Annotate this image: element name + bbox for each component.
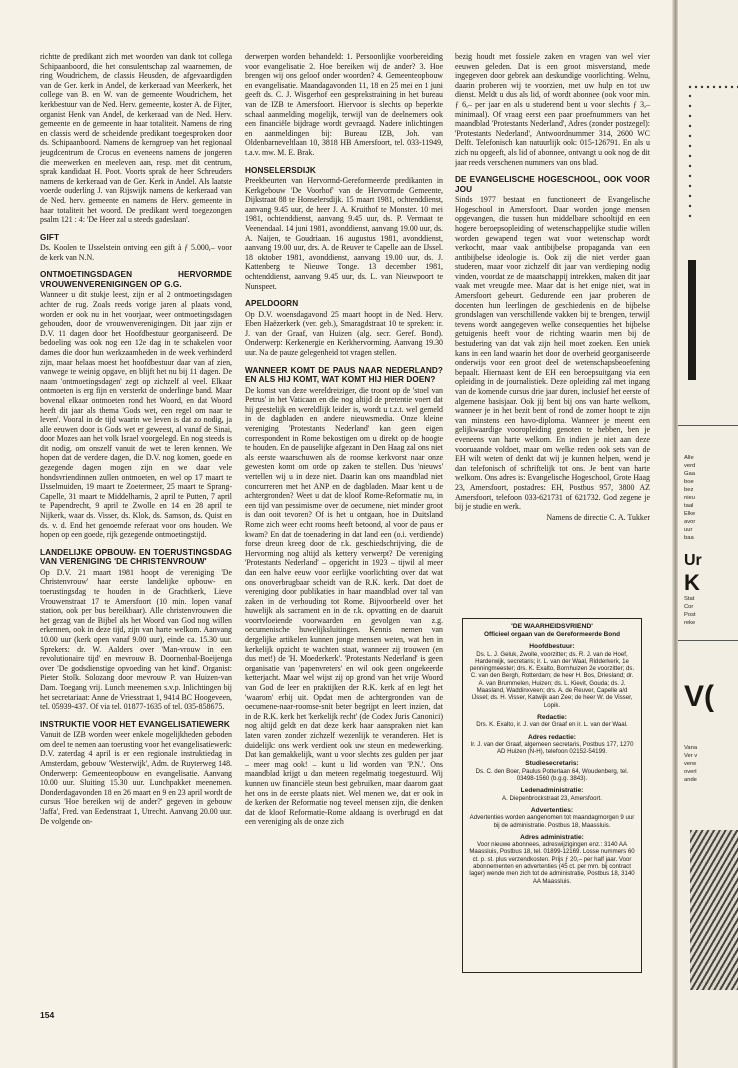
article-gift: Ds. Koolen te IJsselstein ontving een gift à ƒ 5.000,– voor de kerk van N.N. — [40, 243, 232, 262]
masthead-heading-ledenadministratie: Ledenadministratie: — [520, 787, 584, 795]
adjacent-heading-3: V( — [684, 680, 714, 713]
column-2-intro: derwerpen worden behandeld: 1. Persoonlijke voorbereiding voor evangelisatie 2. Hoe bereiken wij de ander? 3. Hoe brengen wij ons geloof onder woorden? 4. Gemeenteopbouw en evangelisatie. Maandagavonden 11, 18 en 25 mei en 1 juni geeft ds. C. J. Wisgerhof een gesprekstraining in het bureau van de IZB te Amersfoort. Hiervoor is slechts op beperkte schaal aanmelding mogelijk, terwijl van de deelnemers ook een financiële bijdrage wordt gevraagd. Nadere inlichtingen en aanmeldingen bij: Bureau IZB, Joh. van Oldenbarneveltlaan 10, 3818 HB Amersfoort, tel. 033-11949, t.a.v. mw. M. E. Brak. — [245, 52, 443, 157]
adjacent-snippet-4: bez — [684, 487, 694, 493]
adjacent-snippet-15: Vana — [684, 745, 698, 751]
adjacent-dark-bar — [688, 260, 696, 380]
masthead-hoofdbestuur: Ds. L. J. Geluk, Zwolle, voorzitter; ds. R. J. van de Hoef, Harderwijk, secretaris; ir. L. van der Waal, Ridderkerk, 1e penningmeester; drs. K. Exalto, Bornhuizen 2e voorzitter; ds. C. van den Bergh, Rotterdam; de heer H. Bos, Driesland; dr. A. van Brummelen, Huizen; ds. L. Kievit, Gouda; ds. J. Maasland, Waddinxveen; drs. A. de Reuver, Capelle a/d IJssel; ds. H. Visser, Katwijk aan Zee; de heer W. de Visser, Lopik. — [469, 650, 635, 709]
article-apeldoorn: Op D.V. woensdagavond 25 maart hoopt in de Ned. Herv. Eben Haëzerkerk (ver. geb.), Smaragdstraat 10 te spreken: ir. J. van der Graaf, van Huizen (alg. secr. Geref. Bond). Onderwerp: Kerkenergie en Kerkhervorming. Aanvang 19.30 uur. Na de pauze gelegenheid tot vragen stellen. — [245, 309, 443, 358]
adjacent-snippet-5: nieu — [684, 495, 695, 501]
adjacent-snippet-13: Post — [684, 612, 696, 618]
masthead-heading-redactie: Redactie: — [537, 713, 567, 721]
heading-hogeschool: DE EVANGELISCHE HOGESCHOOL, OOK VOOR JOU — [455, 175, 650, 194]
adjacent-snippet-14: reke — [684, 620, 696, 626]
heading-gift: GIFT — [40, 232, 60, 242]
adjacent-snippet-10: baa — [684, 535, 694, 541]
masthead-box — [462, 618, 642, 973]
adjacent-snippet-9: uur — [684, 527, 693, 533]
masthead-adres-redactie: Ir. J. van der Graaf, algemeen secretaris, Postbus 177, 1270 AD Huizen (N-H), telefoon 02152-54199. — [470, 740, 634, 756]
masthead-studiesecretaris: Ds. C. den Boer, Paulus Potterlaan 64, Woudenberg, tel. 03498-1560 (b.g.g. 3843). — [475, 767, 629, 783]
article-paus: De komst van deze wereldreiziger, die troont op de 'stoel van Petrus' in het Vaticaan en die nog altijd de pretentie voert dat hij geestelijk en wereldlijk leider is, wordt u t.z.t. wel gemeld in de dagbladen en andere nieuwsmedia. Onze kleine vereniging 'Protestants Nederland' kan geen eigen correspondent in Rome bekostigen om u direkt op de hoogte te houden. En de pauselijke afgezant in Den Haag zal ons niet als eerste waarschuwen als de roomse kerkvorst naar onze gewesten komt om orde op zaken te stellen. Dus 'nieuws' vertellen wij u in deze niet. Daarin kan ons maandblad niet concurreren met het ANP en de dagbladen. Maar kent u de achtergronden? Weet u dat de kloof Rome-Reformatie nu, in een tijd van pessimisme over de oecumene, niet minder groot is dan ooit tevoren? Of is het u ontgaan, hoe in Duitsland Rome zich weer echt rooms heeft betoond, al voor de paus er kwam? En dat de toenadering in dat land een (o.i. verdiende) forse dreun kreeg door de r.k. geschiedschrijving, die de Hervorming nog altijd als kettery verwerpt? De vereniging 'Protestants Nederland' – opgericht in 1923 – tijwil al meer dan een halve eeuw voor eerlijke voorlichting over dat wat ons onoverbrugbaar scheidt van de R.K. kerk. Dat doet de vereniging door publikaties in haar maandblad over tal van zaken in de verhouding tot Rome. Bijvoorbeeld over het huwelijk als sacrament en in de r.k. opvatting en de daaruit voortvloeiende voorwaarden en gevolgen van z.g. oecumenische huwelijksluitingen. Kennis nemen van dergelijke artikelen kunnen jonge mensen weten, wat hen in kerkelijk opzicht te wachten staat, wanneer zij trouwen (en dus met!) de 'H. Moederkerk'. 'Protestants Nederland' is geen organisatie van 'papenvreters' en wil ook geen ongekeerde ketterjacht. Maar wel wijst zij op grond van het vrije Woord van God de leer en praktijken der R.K. kerk af en legt het 'waarom' erbij uit. Opdat men de achtergronden van de oecumene-naar-roomse-snit beter begrijpt en leert inzien, dat in de R.K. kerk het 'kerkelijk recht' (de Codex Juris Canonici) nog altijd geldt en dat deze kerk haar aanspraken niet kan laten varen zonder zichzelf wezenlijk te veranderen. Het is duidelijk: ons werk verdient ook uw steun en medewerking. Dat kan gemakkelijk, want u voor slechts zes gulden per jaar – meer mag ook! – kunt u lid worden van 'P.N.'. Ons maandblad krijgt u dan meteen regelmatig toegestuurd. Wij kunnen uw financiële steun best gebruiken, maar daarom gaat het ons in de eerste plaats niet. Wel menen we, dat er ook in de kerken der Reformatie nog teveel mensen zijn, die denken dat de kloof Reformatie-Rome aldaang is overbrugd en dat een vereniging als de onze zich — [245, 385, 443, 827]
masthead-heading-adres-administratie: Adres administratie: — [520, 833, 584, 841]
adjacent-snippet-7: Elke — [684, 511, 696, 517]
article-ontmoetingsdagen: Wanneer u dit stukje leest, zijn er al 2 ontmoetingsdagen achter de rug. Zoals reeds vorige jaren al plaats vond, worden er ook nu in het voorjaar, weer ontmoetingsdagen gehouden, door de vrouwenverenigingen. Dit jaar zijn er D.V. 11 dagen door het Hoofdbestuur georganiseerd. De bedoeling was ook nog een 12e dag in te schakelen voor dames die door hun werkzaamheden in de week verhinderd zijn, maar helaas moest het hoofdbestuur daar van af zien, vanwege te weinig opgave, en blijft het nu bij 11 dagen. De naam 'ontmoetingsdagen' zegt op zichzelf al veel. Elkaar ontmoeten is erg fijn en versterkt de onderlinge band. Maar bovenal elkaar ontmoeten rond het Woord, en dat Woord heeft dit jaar als thema 'Gods wet, een regel om naar te leven'. Vooral in de tijd waarin we leven is dat zo nodig, ja alle eeuwen door is Gods wet er geweest, al vanaf de Sinai, door Mozes aan het volk Israel voorgelegd. En nog steeds is dit nodig, om onszelf vanuit de wet te leren kennen. We hopen dat de verdere dagen, die D.V. nog komen, goede en gezegende dagen mogen zijn en we daar vele hondsvriendinnen zullen ontmoeten, en wel op 17 maart te IJsselmuiden, 19 maart te Zoetermeer, 25 maart te Sprang-Capelle, 31 maart te Middelharnis, 2 april te Putten, 7 april te Papendrecht, 9 april te Zwolle en 14 en 28 april te Nijkerk, waar ds. Visser, ds. Klok, ds. Samson, ds. Quist en ds. v. d. End het genoemde referaat voor ons houden. We hopen op een goede, rijk gezegende ontmoetingstijd. — [40, 290, 232, 540]
heading-apeldoorn: APELDOORN — [245, 299, 299, 309]
adjacent-snippet-16: Ver v — [684, 753, 698, 759]
column-2 — [245, 52, 443, 1002]
adjacent-page — [678, 0, 738, 1068]
heading-paus: WANNEER KOMT DE PAUS NAAR NEDERLAND? EN ALS HIJ KOMT, WAT KOMT HIJ HIER DOEN? — [245, 365, 443, 385]
adjacent-snippet-17: verw — [684, 761, 697, 767]
heading-instruktie: INSTRUKTIE VOOR HET EVANGELISATIEWERK — [40, 719, 230, 729]
masthead-advertenties: Advertenties worden aangenomen tot maandagmorgen 9 uur bij de administratie. Postbus 18, Maassluis. — [469, 814, 635, 829]
heading-ontmoetingsdagen: ONTMOETINGSDAGEN HERVORMDE VROUWENVERENIGINGEN OP G.G. — [40, 270, 232, 289]
column-3 — [455, 52, 650, 612]
column-1 — [40, 52, 232, 1007]
column-1-intro: richtte de predikant zich met woorden van dank tot collega Schipaanboord, die het consulentschap zal waarnemen, de ring Woudrichem, de classis Heusden, de afgevaardigden van de Ger. kerk in Andel, de kerkeraad van Meerkerk, het college van B. en W. van de gemeente Woudrichem, het kerkbestuur van de Ned. Herv. gemeente, koster A. de Fijter, organist Henk van Andel, de kerkeraad van de Ned. Herv. gemeente en de gemeente in haar totaliteit. Namens de ring en classis werd de scheidende predikant toegesproken door ds. Schipaanboord. Namens de kerngroep van het regionaal jeugdcentrum de Crocus en eveneens namens de jongeren die meewerken en meeleven aan, resp. met dit centrum, sprak kandidaat H. Poot. Voorts sprak de heer Schreuders namens de kerkeraad van de Ger. Kerk in Andel. Als laatste voerde ouderling J. van Rijswijk namens de kerkeraad van de Ned. herv. gemeente en namens de Herv. gemeente in haar totaliteit het woord. De predikant werd toegezongen psalm 121 : 4: 'De Heer zal u steeds gadeslaan'. — [40, 52, 232, 225]
adjacent-snippet-1: verd — [684, 463, 696, 469]
heading-christenvrouw: LANDELIJKE OPBOUW- EN TOERUSTINGSDAG VAN VERENIGING 'DE CHRISTENVROUW' — [40, 547, 232, 567]
adjacent-snippet-2: Gaa — [684, 471, 695, 477]
column-3-intro: bezig houdt met fossiele zaken en vragen van wel vier eeuwen geleden. Dat is een groot misverstand, mede ingegeven door gebrek aan deskundige voorlichting. Welnu, daarin proberen wij te voorzien, met uw hulp en tot uw dienst. Meldt u dus als lid, of wordt abonnee (ook voor min. ƒ 6,– per jaar en als u studerend bent u voor slechts ƒ 3,– minimaal). Of vraag eerst een paar proefnummers van het maandblad 'Protestants Nederland', Adres (zonder postzegel): 'Protestants Nederland', Antwoordnummer 314, 2600 WC Delft. Telefonisch kan natuurlijk ook: 015-126791. En als u zich nu opgeeft, als lid of abonnee, ontvangt u ook nog de dit jaar reeds verschenen nummers van ons blad. — [455, 52, 650, 167]
dotted-border-decoration — [686, 84, 738, 234]
article-hogeschool: Sinds 1977 bestaat en functioneert de Evangelische Hogeschool in Amersfoort. Daar worden jonge mensen opgevangen, die tussen hun middelbare schooltijd en een hogere beroepsopleiding of wetenschappelijke studie willen worden gewapend tegen wat voor wetenschap wordt verkocht, maar vaak antibijbelse propaganda van een antibijbelse ideologie is. Ook zij die niet verder gaan studeren, maar voor zichzelf dit jaar van verdieping nodig vinden, voordat ze de maatschappij intrekken, maken dit jaar vaak met vreugde mee. Maar dat is het enige niet, wat in Amersfoort gebeurt. Gedurende een jaar proberen de docenten hun leerlingen de geschiedenis en de bijbelse grondslagen van verschillende vakken bij te brengen, terwijl tevens wordt aangegeven welke consequenties het bijbelse getuigenis heeft voor de richting waarin men bij de bestudering van dat vak zijn heil moet zoeken. Een uniek kans in een land waarin het door de overheid georganiseerde onderwijs voor een groot deel de wetenschapsbeoefening bepaalt. Hiernaast kent de EH een beroepsuitgang via een opleiding in de journalistiek. Deze opleiding zal met ingang van de komende cursus drie jaar duren, inclusief het eerste of algemene basisjaar. Ook jij bent bij ons van harte welkom, wanneer je in het bezit bent of rond de zomer hoopt te zijn van minstens een havo-diploma. Wanneer je meent een gelijkwaardige vooropleiding genoten te hebben, ben je eveneens van harte welkom. En indien je niet aan deze vooruaande voldoet, maar om welke reden ook sets van de EH wilt weten of denkt dat wij je kunnen helpen, wend je dan telefonisch of schriftelijk tot ons. Je bent van harte welkom. Ons adres is: Evangelische Hogeschool, Grote Haag 23, Amersfoort, postadres: EH, Postbus 957, 3800 AZ Amersfoort, telefoon 033-621731 of 621732. God zegene je bij je studie en werk. — [455, 195, 650, 512]
adjacent-rule — [678, 425, 738, 426]
masthead-ledenadministratie: A. Diepenbrockstraat 23, Amersfoort. — [502, 794, 602, 802]
masthead-redactie: Drs. K. Exalto, ir. J. van der Graaf en ir. L. van der Waal. — [476, 721, 628, 729]
adjacent-snippet-19: ande — [684, 777, 697, 783]
masthead-heading-adres-redactie: Adres redactie: — [527, 733, 576, 741]
article-honselersdijk: Preekbeurten van Hervormd-Gereformeerde predikanten in Kerkgebouw 'De Voorhof' van de Hervormde Gemeente, Dijkstraat 88 te Honselersdijk. 15 maart 1981, ochtenddienst, aanvang 9.45 uur, de heer J. A. Kruithof te Monster. 10 mei 1981, ochtenddienst, aanvang 9.45 uur, ds. P. Vermaat te Veenendaal. 14 juni 1981, avonddienst, aanvang 19.00 uur, ds. A. Naijen, te Goudriaan. 16 augustus 1981, avonddienst, aanvang 19.00 uur, drs. A. de Reuver te Capelle aan de IJssel. 18 oktober 1981, avonddienst, aanvang 19.00 uur, ds. J. Kattenberg te Nieuwe Tonge. 13 december 1981, ochtenddienst, aanvang 9.45 uur, ds. L. van Nieuwpoort te Nunspeet. — [245, 176, 443, 291]
adjacent-snippet-8: avor — [684, 519, 696, 525]
adjacent-snippet-12: Cor — [684, 604, 694, 610]
masthead-heading-advertenties: Advertenties: — [530, 806, 574, 814]
adjacent-snippet-11: Stat — [684, 596, 695, 602]
adjacent-rule-2 — [678, 640, 738, 641]
adjacent-snippet-6: taal — [684, 503, 694, 509]
masthead-heading-studiesecretaris: Studiesecretaris: — [525, 760, 579, 768]
masthead-title: 'DE WAARHEIDSVRIEND' — [511, 623, 593, 630]
masthead-adres-administratie: Voor nieuwe abonnees, adreswijzigingen enz.: 3140 AA Maassluis, Postbus 18, tel. 01899-12169. Losse nummers 60 ct. p. st. plus verzendkosten. Prijs ƒ 20,– per half jaar. Voor abonnementen en advertenties (45 ct. per mm. bij contract lager) wende men zich tot de administratie, Postbus 18, 3140 AA Maassluis. — [469, 841, 635, 885]
page-number: 154 — [40, 1010, 55, 1020]
adjacent-snippet-18: overl — [684, 769, 697, 775]
adjacent-snippet-3: boe — [684, 479, 694, 485]
adjacent-photo — [690, 830, 738, 990]
masthead-heading-hoofdbestuur: Hoofdbestuur: — [529, 643, 575, 651]
masthead-subtitle: Officieel orgaan van de Gereformeerde Bond — [483, 631, 621, 638]
signature: Namens de directie C. A. Tukker — [546, 512, 650, 522]
article-instruktie: Vanuit de IZB worden weer enkele mogelijkheden geboden om deel te nemen aan toerusting voor het evangelisatiewerk: D.V. zaterdag 4 april is er een regionale instruktiedag in Amsterdam, gebouw 'Westerwijk', Adm. de Ruyterweg 148. Onderwerp: Gemeenteopbouw en evangelisatie. Aanvang 10.00 uur. Sluiting 15.30 uur. Lunchpakket meenemen. Donderdagavonden 18 en 26 maart en 9 en 23 april wordt de cursus 'Hoe bereiken wij de ander?' gegeven in gebouw 'Jaffa', Fred. van Eedenstraat 1, Utrecht. Aanvang 20.00 uur. De volgende on- — [40, 730, 232, 826]
adjacent-snippet-0: Alle — [684, 455, 694, 461]
heading-honselersdijk: HONSELERSDIJK — [245, 165, 316, 175]
adjacent-heading-1: Ur — [684, 552, 702, 569]
article-christenvrouw: Op D.V. 21 maart 1981 hoopt de vereniging 'De Christenvrouw' haar eerste landelijke opbouw- en toerustingsdag te houden in de Grachtkerk, Lieve Vrouwenstraat 17 te Amersfoort (10 min. lopen vanaf station, ook per bus bereikbaar). Alle christenvrouwen die het gezag van de Bijbel als het Woord van God nog willen erkennen, ook in deze tijd, zijn van harte welkom. Aanvang 10.00 uur (kerk open vanaf 9.00 uur), einde ca. 15.30 uur. Sprekers: dr. W. Aalders over 'Man-vrouw in een revolutionaire tijd' en mevrouw B. Doornenbal-Boeijenga over 'De godsdienstige opvoeding van het kind'. Organist: Pieter Stolk. Solozang door mevrouw P. van Huizen-van Dam. Toegang vrij. Lunch meenemen s.v.p. Inlichtingen bij het secretariaat: Anne de Vriesstraat 1, 9414 BC Hoogeveen, tel. 05939-437. Of via tel. 01877-1635 of tel. 035-858675. — [40, 567, 232, 712]
adjacent-heading-2: K — [684, 570, 700, 595]
